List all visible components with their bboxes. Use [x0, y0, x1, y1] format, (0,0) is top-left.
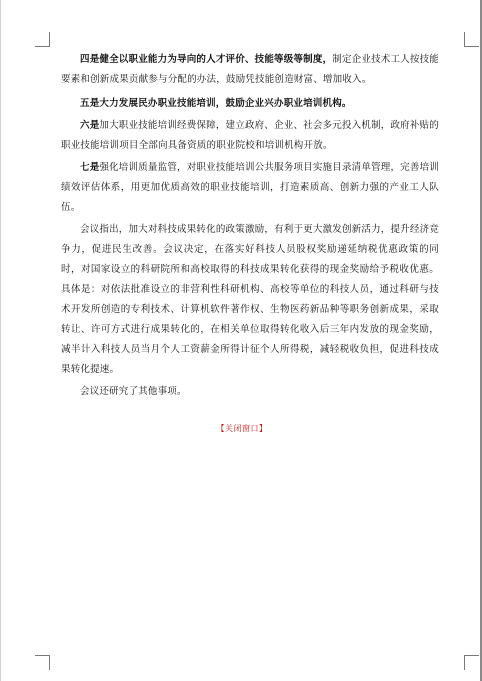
- paragraph-six: [61, 116, 439, 156]
- paragraph-seven-text: 强化培训质量监管，对职业技能培训公共服务项目实施目录清单管理，完善培训绩效评估体系，用更加优质高效的职业技能培训，打造素质高、创新力强的产业工人队伍。: [61, 162, 439, 213]
- crop-mark-bottom-left: [35, 655, 50, 670]
- paragraph-five: [61, 94, 439, 114]
- paragraph-five-lead: 五是大力发展民办职业技能培训，鼓励企业兴办职业培训机构。: [80, 98, 352, 109]
- paragraph-meeting-points: 会议指出，加大对科技成果转化的政策激励，有利于更大激发创新活力，提升经济竞争力，促进民生改善。会议决定，在落实好科技人员股权奖励递延纳税优惠政策的同时，对国家设立的科研院所和高校取得的科技成果转化获得的现金奖励给予税收优惠。具体是：对依法批准设立的非营利性科研机构、高校等单位的科技人员，通过科研与技术开发所创造的专利技术、计算机软件著作权、生物医药新品种等职务创新成果，采取转让、许可方式进行成果转化的，在相关单位取得转化收入后三年内发放的现金奖励，减半计入科技人员当月个人工资薪金所得计征个人所得税，减轻税收负担，促进科技成果转化提速。: [61, 224, 439, 375]
- close-window-row: [1, 416, 482, 435]
- paragraph-four-lead: 四是健全以职业能力为导向的人才评价、技能等级等制度，: [80, 54, 333, 65]
- crop-mark-top-right: [464, 32, 479, 47]
- paragraph-seven-lead: 七是: [80, 162, 100, 173]
- paragraph-four-text: 制定企业技术工人按技能要素和创新成果贡献参与分配的办法，鼓励凭技能创造财富、增加收入。: [61, 54, 440, 85]
- paragraph-four: [61, 50, 439, 90]
- paragraph-other-matters: 会议还研究了其他事项。: [80, 386, 187, 397]
- paragraph-six-lead: 六是: [80, 120, 100, 131]
- document-body: [61, 50, 439, 402]
- paragraph-seven: [61, 158, 439, 218]
- paragraph-six-text: 加大职业技能培训经费保障，建立政府、企业、社会多元投入机制，政府补贴的职业技能培训项目全部向具备资质的职业院校和培训机构开放。: [61, 120, 439, 151]
- crop-mark-top-left: [35, 32, 50, 47]
- close-window-link[interactable]: 【关闭窗口】: [216, 424, 268, 433]
- crop-mark-bottom-right: [464, 655, 479, 670]
